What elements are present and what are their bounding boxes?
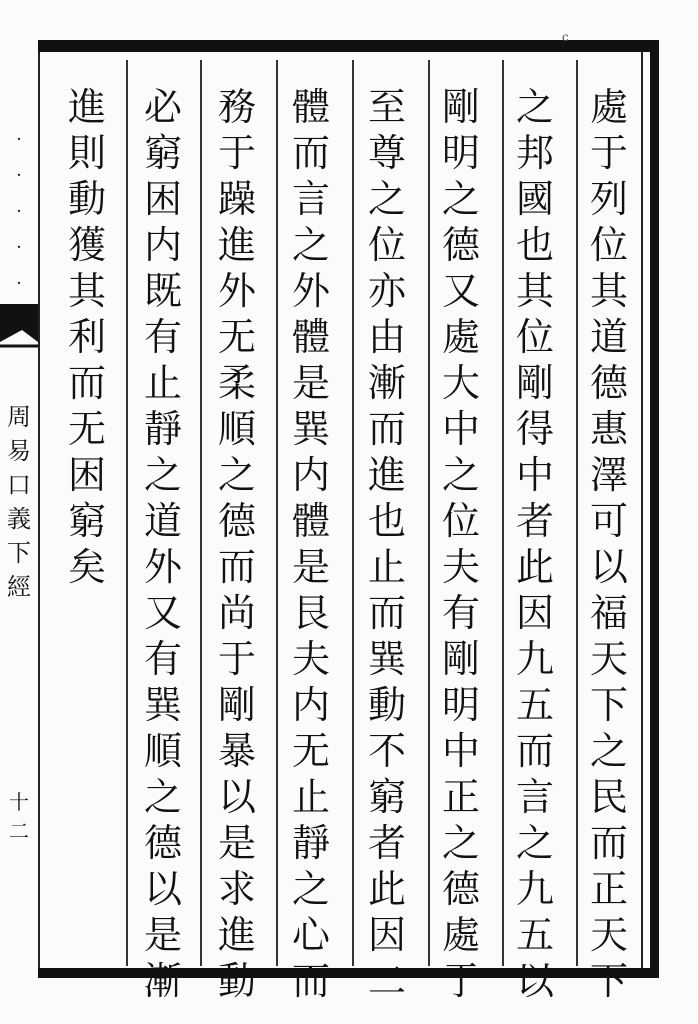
frame-bottom-border (38, 968, 658, 978)
column-character: 者 (515, 499, 554, 543)
column-character: 尚 (217, 591, 256, 635)
column-character: 順 (143, 729, 182, 773)
fish-tail-mark-icon (0, 296, 40, 354)
column-character: 于 (217, 637, 256, 681)
column-character: 剛 (441, 637, 480, 681)
column-character: 由 (367, 315, 406, 359)
column-character: 而 (291, 959, 330, 1003)
column-character: 其 (589, 269, 628, 313)
column-character: 之 (515, 85, 554, 129)
column-character: 德 (441, 867, 480, 911)
column-character: 是 (217, 821, 256, 865)
column-rule (428, 60, 430, 966)
column-character: 位 (515, 315, 554, 359)
column-character: 内 (143, 223, 182, 267)
column-character: 天 (589, 913, 628, 957)
column-character: 之 (143, 775, 182, 819)
column-character: 明 (441, 683, 480, 727)
side-title-character: 易 (7, 437, 31, 465)
column-character: 剛 (217, 683, 256, 727)
column-character: 中 (441, 407, 480, 451)
column-character: 德 (217, 499, 256, 543)
column-character: 進 (367, 453, 406, 497)
side-title-character: 周 (7, 403, 31, 431)
column-character: 靜 (291, 821, 330, 865)
column-character: 國 (515, 177, 554, 221)
column-character: 不 (367, 729, 406, 773)
column-character: 又 (441, 269, 480, 313)
column-character: 止 (143, 361, 182, 405)
column-character: 德 (441, 223, 480, 267)
column-character: 其 (67, 269, 106, 313)
column-character: 柔 (217, 361, 256, 405)
column-character: 剛 (441, 85, 480, 129)
column-character: 九 (515, 637, 554, 681)
column-character: 内 (291, 683, 330, 727)
column-character: 而 (67, 361, 106, 405)
column-character: 動 (217, 959, 256, 1003)
side-title-character: 下 (7, 539, 31, 567)
column-character: 而 (515, 729, 554, 773)
column-character: 有 (143, 637, 182, 681)
column-character: 夫 (441, 545, 480, 589)
column-rule (126, 60, 128, 966)
column-character: 心 (291, 913, 330, 957)
column-character: 靜 (143, 407, 182, 451)
column-character: 以 (143, 867, 182, 911)
side-title-character: 口 (7, 471, 31, 499)
column-character: 于 (217, 131, 256, 175)
column-character: 于 (441, 959, 480, 1003)
corner-mark: c (562, 30, 569, 44)
column-character: 五 (515, 683, 554, 727)
column-character: 之 (441, 821, 480, 865)
column-character: 暴 (217, 729, 256, 773)
column-character: 无 (291, 729, 330, 773)
side-page-number: 十二 (9, 790, 29, 843)
column-character: 言 (291, 177, 330, 221)
column-character: 而 (589, 821, 628, 865)
column-character: 困 (143, 177, 182, 221)
column-character: 務 (217, 85, 256, 129)
margin-tick: · (16, 201, 22, 222)
column-character: 而 (367, 407, 406, 451)
margin-tick: · (16, 129, 22, 150)
column-character: 位 (367, 223, 406, 267)
column-character: 尊 (367, 131, 406, 175)
column-character: 因 (367, 913, 406, 957)
column-character: 躁 (217, 177, 256, 221)
column-character: 中 (441, 729, 480, 773)
column-character: 而 (367, 591, 406, 635)
column-character: 巽 (143, 683, 182, 727)
column-character: 巽 (291, 407, 330, 451)
column-character: 九 (515, 867, 554, 911)
column-character: 正 (441, 775, 480, 819)
column-character: 窮 (143, 131, 182, 175)
column-character: 之 (291, 223, 330, 267)
column-character: 獲 (67, 223, 106, 267)
column-character: 漸 (143, 959, 182, 1003)
column-character: 可 (589, 499, 628, 543)
column-character: 之 (515, 821, 554, 865)
column-character: 五 (515, 913, 554, 957)
column-character: 困 (67, 453, 106, 497)
column-character: 動 (67, 177, 106, 221)
column-character: 必 (143, 85, 182, 129)
column-character: 之 (367, 177, 406, 221)
text-column-8 (58, 84, 116, 590)
column-character: 是 (143, 913, 182, 957)
column-character: 正 (589, 867, 628, 911)
column-character: 漸 (367, 361, 406, 405)
side-title-character: 義 (7, 505, 31, 533)
column-character: 進 (217, 223, 256, 267)
column-character: 體 (291, 315, 330, 359)
column-character: 内 (291, 453, 330, 497)
text-column-7 (134, 84, 192, 1004)
column-character: 外 (291, 269, 330, 313)
column-character: 亦 (367, 269, 406, 313)
column-character: 之 (291, 867, 330, 911)
column-character: 是 (291, 545, 330, 589)
column-character: 福 (589, 591, 628, 635)
column-character: 下 (589, 683, 628, 727)
column-character: 夫 (291, 637, 330, 681)
column-character: 止 (291, 775, 330, 819)
column-character: 而 (217, 545, 256, 589)
column-character: 體 (291, 499, 330, 543)
column-character: 以 (515, 959, 554, 1003)
column-character: 處 (441, 315, 480, 359)
column-character: 德 (589, 361, 628, 405)
column-character: 大 (441, 361, 480, 405)
column-character: 下 (589, 959, 628, 1003)
text-column-2 (506, 84, 564, 1004)
column-character: 二 (367, 959, 406, 1003)
text-column-3 (432, 84, 490, 1004)
column-character: 既 (143, 269, 182, 313)
column-character: 民 (589, 775, 628, 819)
column-character: 有 (143, 315, 182, 359)
column-rule (576, 60, 578, 966)
column-character: 因 (515, 591, 554, 635)
column-character: 无 (67, 407, 106, 451)
margin-tick: · (16, 237, 22, 258)
column-character: 處 (589, 85, 628, 129)
column-character: 道 (143, 499, 182, 543)
column-character: 動 (367, 683, 406, 727)
column-character: 言 (515, 775, 554, 819)
column-character: 于 (589, 131, 628, 175)
side-title-character: 經 (7, 573, 31, 601)
column-character: 明 (441, 131, 480, 175)
column-character: 者 (367, 821, 406, 865)
frame-right-border (650, 40, 659, 978)
column-character: 德 (143, 821, 182, 865)
column-character: 澤 (589, 453, 628, 497)
column-character: 位 (441, 499, 480, 543)
column-character: 利 (67, 315, 106, 359)
column-character: 此 (515, 545, 554, 589)
column-character: 之 (589, 729, 628, 773)
text-column-6 (208, 84, 266, 1004)
column-character: 是 (291, 361, 330, 405)
column-character: 體 (291, 85, 330, 129)
column-character: 此 (367, 867, 406, 911)
column-character: 止 (367, 545, 406, 589)
column-character: 順 (217, 407, 256, 451)
margin-tick: · (16, 165, 22, 186)
column-character: 巽 (367, 637, 406, 681)
column-character: 艮 (291, 591, 330, 635)
column-character: 也 (367, 499, 406, 543)
column-rule (352, 60, 354, 966)
column-character: 進 (67, 85, 106, 129)
column-character: 道 (589, 315, 628, 359)
text-column-1 (580, 84, 638, 1004)
column-character: 外 (143, 545, 182, 589)
column-character: 列 (589, 177, 628, 221)
column-character: 无 (217, 315, 256, 359)
column-character: 矣 (67, 545, 106, 589)
column-character: 則 (67, 131, 106, 175)
column-character: 之 (441, 453, 480, 497)
column-character: 邦 (515, 131, 554, 175)
column-character: 窮 (367, 775, 406, 819)
column-character: 位 (589, 223, 628, 267)
column-character: 處 (441, 913, 480, 957)
text-column-5 (282, 84, 340, 1004)
column-character: 進 (217, 913, 256, 957)
column-character: 剛 (515, 361, 554, 405)
column-character: 得 (515, 407, 554, 451)
column-character: 中 (515, 453, 554, 497)
column-rule (276, 60, 278, 966)
column-character: 窮 (67, 499, 106, 543)
column-character: 之 (441, 177, 480, 221)
column-character: 以 (217, 775, 256, 819)
column-rule (502, 60, 504, 966)
margin-tick: · (16, 273, 22, 294)
column-character: 求 (217, 867, 256, 911)
column-character: 之 (143, 453, 182, 497)
side-title (4, 400, 34, 604)
column-character: 而 (291, 131, 330, 175)
column-character: 外 (217, 269, 256, 313)
column-character: 天 (589, 637, 628, 681)
column-character: 又 (143, 591, 182, 635)
column-character: 以 (589, 545, 628, 589)
column-character: 也 (515, 223, 554, 267)
column-character: 其 (515, 269, 554, 313)
frame-right-inner-line (641, 52, 643, 968)
column-rule (200, 60, 202, 966)
column-character: 至 (367, 85, 406, 129)
column-character: 有 (441, 591, 480, 635)
column-character: 惠 (589, 407, 628, 451)
text-column-4 (358, 84, 416, 1004)
column-character: 之 (217, 453, 256, 497)
frame-left-border (38, 52, 40, 968)
